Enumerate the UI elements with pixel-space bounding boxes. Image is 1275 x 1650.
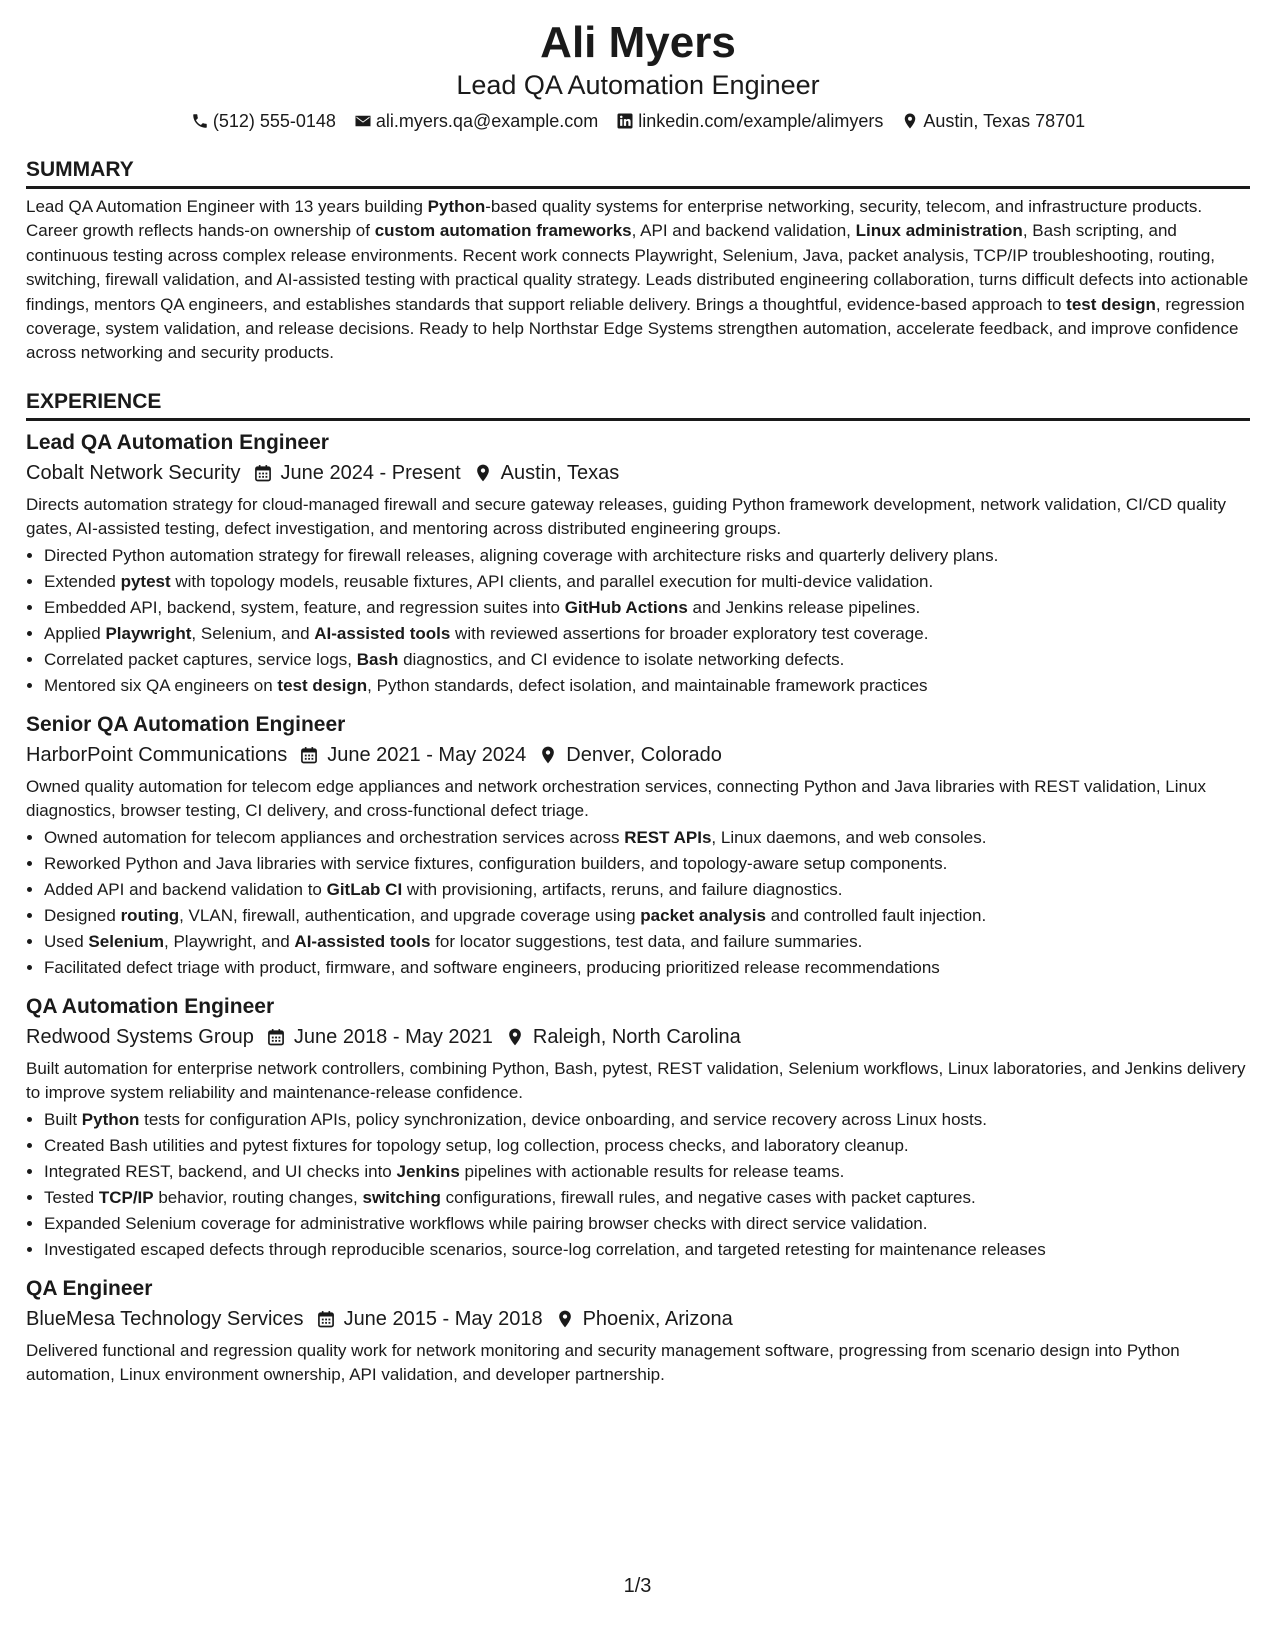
job-bullet: [44, 1159, 1250, 1185]
text-run: , regression coverage, system validation, and release decisions. Ready to help Northstar Edge Systems strengthen automation, accelerate feedback, and improve confidence across networking and security products.: [26, 294, 1245, 363]
contact-email-text[interactable]: ali.myers.qa@example.com: [375, 111, 599, 131]
text-run: Facilitated defect triage with product, firmware, and software engineers, producing prioritized release recommendations: [44, 957, 940, 977]
text-run: , VLAN, firewall, authentication, and upgrade coverage using: [179, 905, 641, 925]
job-bullet: [44, 955, 1250, 981]
job-bullet: [44, 647, 1250, 673]
calendar-icon: [299, 745, 319, 765]
job-title: Lead QA Automation Engineer: [26, 430, 329, 454]
phone-icon: [191, 112, 209, 130]
job-bullets: [26, 543, 1250, 699]
job-title: QA Engineer: [26, 1276, 153, 1300]
text-run: Reworked Python and Java libraries with service fixtures, configuration builders, and topology-aware setup components.: [44, 853, 948, 873]
contact-linkedin[interactable]: [616, 108, 883, 134]
summary-heading: SUMMARY: [26, 156, 1250, 189]
contact-email[interactable]: [354, 108, 598, 134]
job-company: BlueMesa Technology Services: [26, 1307, 304, 1330]
job-bullet: [44, 929, 1250, 955]
text-run: Investigated escaped defects through reproducible scenarios, source-log correlation, and targeted retesting for maintenance releases: [44, 1239, 1046, 1259]
calendar-icon: [266, 1027, 286, 1047]
text-run: configurations, firewall rules, and negative cases with packet captures.: [440, 1187, 976, 1207]
job-meta: [26, 459, 1250, 487]
job-meta: [26, 1305, 1250, 1333]
job-bullet: [44, 877, 1250, 903]
job-title: QA Automation Engineer: [26, 994, 275, 1018]
text-run: Lead QA Automation Engineer with 13 years building: [26, 197, 428, 216]
map-pin-icon: [473, 463, 493, 483]
job-bullet: [44, 1211, 1250, 1237]
text-run: with reviewed assertions for broader exploratory test coverage.: [450, 623, 929, 643]
bold-text: Jenkins: [396, 1161, 460, 1181]
job-company: Cobalt Network Security: [26, 461, 241, 484]
job-bullet: [44, 903, 1250, 929]
job-bullet: [44, 595, 1250, 621]
bold-text: GitLab CI: [326, 879, 403, 899]
candidate-name: Ali Myers: [540, 18, 736, 67]
job-description: Owned quality automation for telecom edge appliances and network orchestration services, connecting Python and Java libraries with REST validation, Linux diagnostics, browser testing, CI delivery, and cross-functional defect triage.: [26, 776, 1206, 820]
job-bullets: [26, 1107, 1250, 1263]
text-run: with topology models, reusable fixtures, API clients, and parallel execution for multi-device validation.: [170, 571, 934, 591]
bold-text: REST APIs: [624, 827, 712, 847]
text-run: Extended: [44, 571, 121, 591]
text-run: , API and backend validation,: [631, 221, 856, 241]
job-meta: [26, 1023, 1250, 1051]
job-bullet: [44, 1237, 1250, 1263]
resume-page: [26, 18, 1250, 1387]
bold-text: Python: [427, 197, 486, 216]
text-run: Tested: [44, 1187, 99, 1207]
job-dates: June 2015 - May 2018: [343, 1307, 543, 1330]
bold-text: switching: [362, 1187, 441, 1207]
text-run: , Selenium, and: [191, 623, 315, 643]
job-description: Delivered functional and regression quality work for network monitoring and security management software, progressing from scenario design into Python automation, Linux environment ownership, API validation, and developer partnership.: [26, 1340, 1180, 1384]
text-run: for locator suggestions, test data, and failure summaries.: [430, 931, 863, 951]
experience-list: [26, 429, 1250, 1387]
job-title: Senior QA Automation Engineer: [26, 712, 346, 736]
text-run: Expanded Selenium coverage for administrative workflows while pairing browser checks with direct service validation.: [44, 1213, 928, 1233]
contact-phone: [191, 108, 336, 134]
job-bullet: [44, 543, 1250, 569]
job-description: Directs automation strategy for cloud-managed firewall and secure gateway releases, guiding Python framework development, network validation, CI/CD quality gates, AI-assisted testing, defect investigation, and mentoring across distributed engineering groups.: [26, 494, 1227, 538]
job-entry: [26, 429, 1250, 699]
text-run: Created Bash utilities and pytest fixtures for topology setup, log collection, process checks, and laboratory cleanup.: [44, 1135, 909, 1155]
bold-text: AI-assisted tools: [314, 623, 451, 643]
bold-text: Playwright: [105, 623, 192, 643]
job-location: Phoenix, Arizona: [582, 1307, 733, 1330]
job-bullet: [44, 569, 1250, 595]
text-run: diagnostics, and CI evidence to isolate networking defects.: [398, 649, 845, 669]
text-run: , Python standards, defect isolation, and maintainable framework practices: [367, 675, 928, 695]
bold-text: Selenium: [88, 931, 165, 951]
job-bullet: [44, 621, 1250, 647]
map-pin-icon: [538, 745, 558, 765]
text-run: pipelines with actionable results for release teams.: [459, 1161, 845, 1181]
job-company: Redwood Systems Group: [26, 1025, 254, 1048]
text-run: Correlated packet captures, service logs,: [44, 649, 357, 669]
text-run: Built: [44, 1109, 82, 1129]
map-pin-icon: [505, 1027, 525, 1047]
bold-text: Python: [81, 1109, 140, 1129]
text-run: , Playwright, and: [164, 931, 295, 951]
experience-heading: EXPERIENCE: [26, 388, 1250, 421]
job-bullet: [44, 851, 1250, 877]
text-run: Embedded API, backend, system, feature, and regression suites into: [44, 597, 565, 617]
text-run: Directed Python automation strategy for firewall releases, aligning coverage with architecture risks and quarterly delivery plans.: [44, 545, 999, 565]
job-entry: [26, 993, 1250, 1263]
job-location: Austin, Texas: [500, 461, 620, 484]
job-dates: June 2018 - May 2021: [293, 1025, 493, 1048]
job-dates: June 2024 - Present: [280, 461, 461, 484]
linkedin-icon: [616, 112, 634, 130]
text-run: Designed: [44, 905, 121, 925]
text-run: Used: [44, 931, 89, 951]
job-bullet: [44, 1107, 1250, 1133]
bold-text: custom automation frameworks: [374, 221, 632, 241]
text-run: Added API and backend validation to: [44, 879, 327, 899]
job-bullets: [26, 825, 1250, 981]
job-meta: [26, 741, 1250, 769]
text-run: , Linux daemons, and web consoles.: [711, 827, 987, 847]
job-bullet: [44, 1133, 1250, 1159]
text-run: Owned automation for telecom appliances and orchestration services across: [44, 827, 625, 847]
bold-text: routing: [120, 905, 180, 925]
calendar-icon: [253, 463, 273, 483]
job-bullet: [44, 673, 1250, 699]
text-run: , Bash scripting, and continuous testing across complex release environments. Recent work connects Playwright, Selenium, Java, packet analysis, TCP/IP troubleshooting, routing, switching, firewall validation, and AI-assisted testing with practical quality strategy. Leads distributed engineering collaboration, turns difficult defects into actionable findings, mentors QA engineers, and establishes standards that support reliable delivery. Brings a thoughtful, evidence-based approach to: [26, 221, 1249, 314]
text-run: and Jenkins release pipelines.: [687, 597, 921, 617]
calendar-icon: [316, 1309, 336, 1329]
contact-bar: [26, 108, 1250, 134]
bold-text: AI-assisted tools: [294, 931, 431, 951]
bold-text: test design: [277, 675, 368, 695]
contact-location: [901, 108, 1085, 134]
job-description: Built automation for enterprise network controllers, combining Python, Bash, pytest, REST validation, Selenium workflows, Linux laboratories, and Jenkins delivery to improve system reliability and maintenance-release confidence.: [26, 1058, 1246, 1102]
map-pin-icon: [901, 112, 919, 130]
text-run: tests for configuration APIs, policy synchronization, device onboarding, and service recovery across Linux hosts.: [139, 1109, 988, 1129]
job-entry: [26, 1275, 1250, 1387]
text-run: with provisioning, artifacts, reruns, and failure diagnostics.: [402, 879, 843, 899]
text-run: and controlled fault injection.: [766, 905, 987, 925]
page-number: 1/3: [623, 1575, 652, 1597]
job-location: Denver, Colorado: [566, 743, 722, 766]
bold-text: test design: [1066, 294, 1156, 314]
contact-linkedin-text[interactable]: linkedin.com/example/alimyers: [638, 111, 884, 131]
text-run: Integrated REST, backend, and UI checks into: [44, 1161, 397, 1181]
contact-location-text: Austin, Texas 78701: [923, 111, 1086, 131]
job-entry: [26, 711, 1250, 981]
text-run: Mentored six QA engineers on: [44, 675, 278, 695]
job-company: HarborPoint Communications: [26, 743, 288, 766]
map-pin-icon: [555, 1309, 575, 1329]
job-bullet: [44, 825, 1250, 851]
text-run: behavior, routing changes,: [153, 1187, 363, 1207]
candidate-title: Lead QA Automation Engineer: [456, 70, 820, 100]
job-location: Raleigh, North Carolina: [532, 1025, 741, 1048]
summary-paragraph: [26, 195, 1250, 366]
bold-text: GitHub Actions: [564, 597, 688, 617]
job-bullet: [44, 1185, 1250, 1211]
bold-text: packet analysis: [640, 905, 766, 925]
job-dates: June 2021 - May 2024: [327, 743, 527, 766]
bold-text: Linux administration: [855, 221, 1023, 241]
bold-text: Bash: [356, 649, 399, 669]
text-run: Applied: [44, 623, 106, 643]
contact-phone-text: (512) 555-0148: [212, 111, 336, 131]
bold-text: pytest: [120, 571, 171, 591]
text-run: -based quality systems for enterprise networking, security, telecom, and infrastructure products. Career growth reflects hands-on ownership of: [26, 197, 1203, 241]
envelope-icon: [354, 112, 372, 130]
bold-text: TCP/IP: [98, 1187, 154, 1207]
